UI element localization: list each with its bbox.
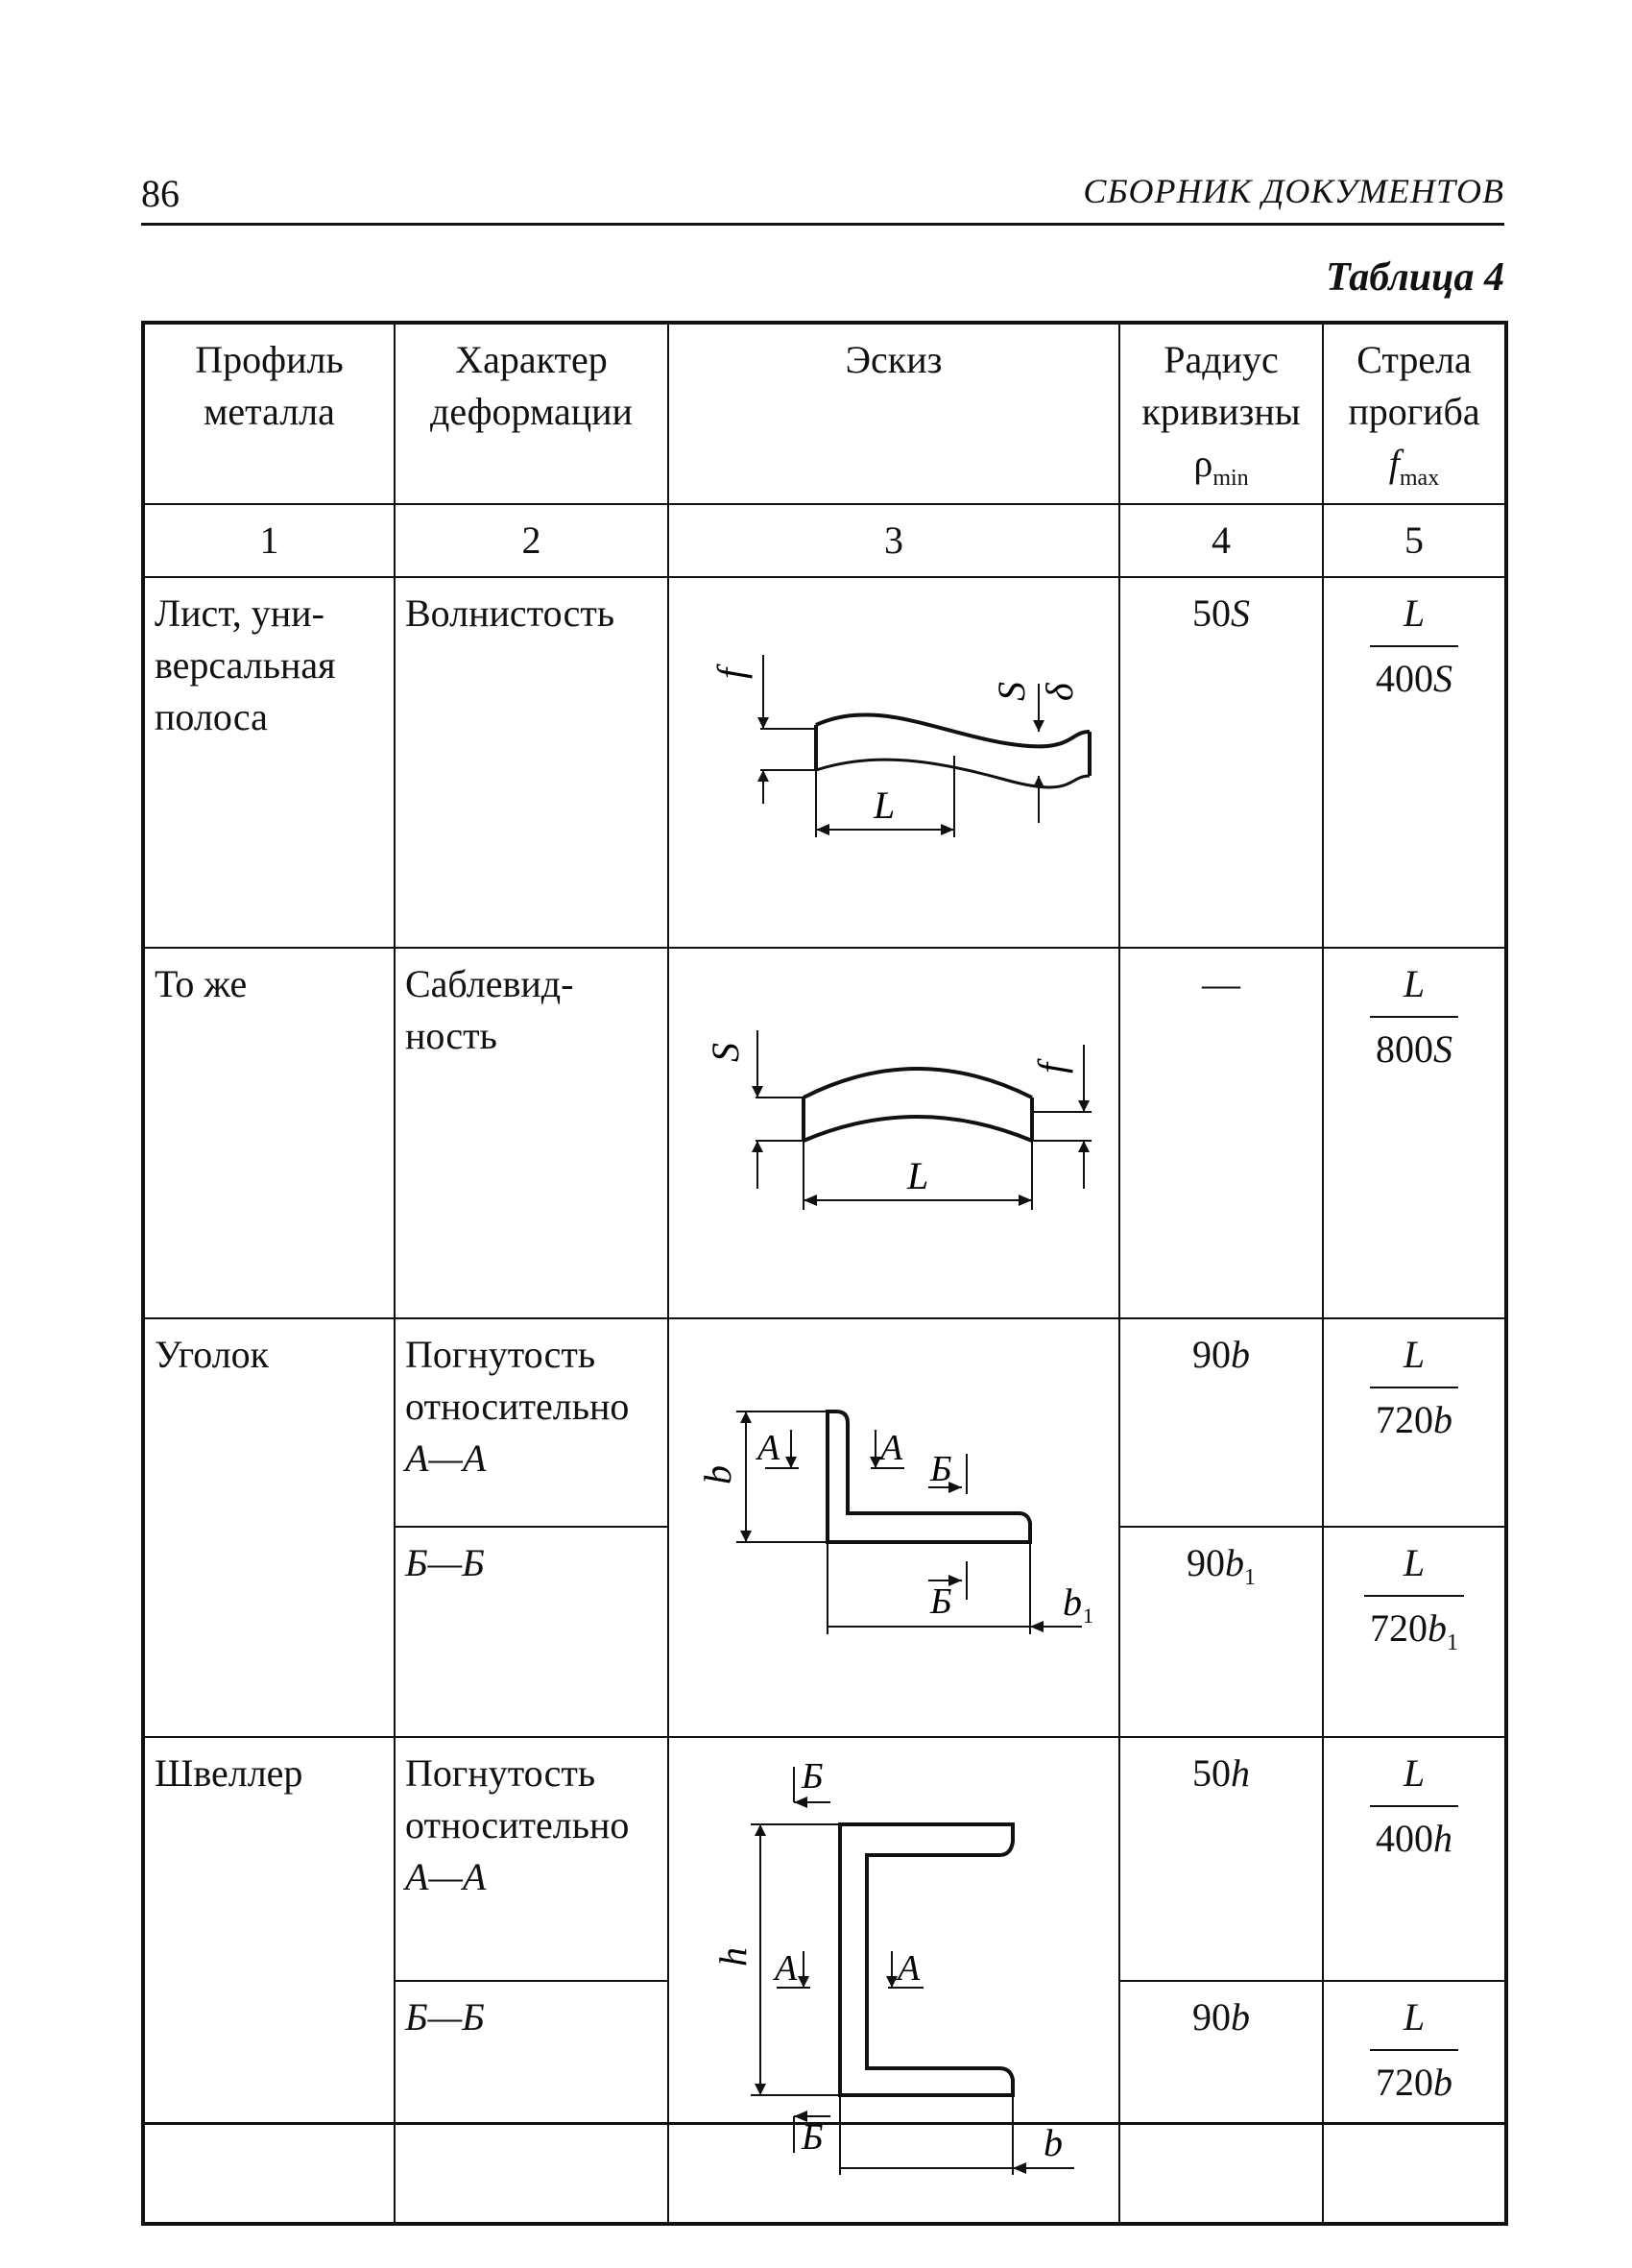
row-same-sketch [668,948,1119,1318]
column-number: 5 [1323,504,1506,577]
radius-value: 50 [1192,1751,1231,1796]
label-b: b [1044,2121,1063,2165]
deformation-text: Погнутость относительно [405,1751,630,1847]
header-deflection-symbol: f [1388,442,1400,485]
header-radius-label: Радиус кривизны [1141,338,1301,433]
label-delta: δ [1038,683,1081,702]
frac-bar [1364,1595,1464,1597]
frac-bottom-value: 800 [1376,1027,1433,1072]
label-b: b [696,1465,739,1485]
row-angle-profile: Уголок [143,1318,395,1737]
waviness-sketch [679,588,1126,924]
label-axis-b-bottom: Б [802,2117,824,2159]
frac-bottom-value: 400 [1376,1817,1433,1861]
deflection-fraction [1370,1748,1458,1865]
radius-value: 90 [1192,1994,1231,2039]
row-same-profile: То же [143,948,395,1318]
frac-bottom-value: 400 [1376,657,1433,701]
row-angle-deformation-a [395,1318,668,1527]
label-axis-a-left: А [757,1428,780,1469]
table-row [143,577,1506,948]
frac-bottom-var: S [1433,657,1452,701]
frac-bottom [1370,653,1458,705]
frac-top: L [1403,962,1426,1006]
label-axis-a-right: А [880,1428,903,1469]
radius-value: 50 [1192,591,1231,636]
footer-rule [141,2122,1504,2125]
header-radius [1119,323,1323,504]
frac-bottom-value: 720 [1376,2060,1433,2104]
label-axis-a-right: А [898,1948,921,1990]
label-axis-b-bottom: Б [930,1581,952,1623]
table-caption: Таблица 4 [1326,255,1504,300]
row-same-deflection [1323,948,1506,1318]
row-channel-deflection-a [1323,1737,1506,1981]
row-sheet-radius [1119,577,1323,948]
row-sheet-profile: Лист, уни- версальная полоса [143,577,395,948]
row-sheet-deflection [1323,577,1506,948]
frac-bottom [1370,1024,1458,1075]
column-number-row [143,504,1506,577]
radius-var: S [1231,591,1250,636]
column-number: 1 [143,504,395,577]
label-f: f [1030,1063,1073,1074]
table-row [143,948,1506,1318]
table-row [143,1737,1506,1981]
label-l: L [907,1154,929,1198]
header-rule [141,223,1504,226]
row-channel-sketch [668,1737,1119,2224]
row-channel-deflection-b [1323,1981,1506,2225]
frac-bottom [1370,1394,1458,1446]
radius-value: 90 [1192,1333,1231,1377]
header-deformation: Характер деформации [395,323,668,504]
frac-bottom-var: b [1433,2060,1452,2104]
label-axis-b-top: Б [802,1756,824,1798]
frac-bar [1370,2049,1458,2051]
row-angle-radius-b [1119,1527,1323,1737]
frac-bottom [1364,1603,1464,1658]
deflection-fraction [1370,958,1458,1075]
deflection-fraction [1370,1329,1458,1446]
deformation-axis: А—А [405,1855,487,1899]
header-radius-symbol: ρ [1193,442,1213,485]
row-same-deformation: Саблевид- ность [395,948,668,1318]
page-number: 86 [141,172,180,215]
frac-bar [1370,1805,1458,1807]
header-row [143,323,1506,504]
row-channel-deformation-a [395,1737,668,1981]
row-angle-radius-a [1119,1318,1323,1527]
row-angle-sketch [668,1318,1119,1737]
row-channel-radius-a [1119,1737,1323,1981]
row-same-radius: — [1119,948,1323,1318]
radius-sub: 1 [1244,1565,1256,1591]
frac-bottom [1370,1813,1458,1865]
frac-bar [1370,1016,1458,1018]
frac-top: L [1403,591,1426,636]
label-b1-sub: 1 [1083,1604,1093,1629]
header-profile: Профиль металла [143,323,395,504]
row-channel-deformation-b: Б—Б [395,1981,668,2225]
radius-value: 90 [1187,1541,1225,1585]
label-axis-b-top: Б [930,1449,952,1490]
radius-var: b [1231,1333,1250,1377]
row-angle-deformation-b: Б—Б [395,1527,668,1737]
deflection-fraction [1364,1537,1464,1658]
frac-bottom-var: b [1428,1606,1447,1651]
row-channel-radius-b [1119,1981,1323,2225]
frac-bottom [1370,2057,1458,2109]
deflection-fraction [1370,1991,1458,2109]
label-s: S [990,682,1033,702]
deformation-axis: А—А [405,1436,487,1481]
column-number: 4 [1119,504,1323,577]
frac-top: L [1403,1541,1426,1585]
header-deflection-label: Стрела прогиба [1348,338,1480,433]
deflection-fraction [1370,588,1458,705]
frac-top: L [1403,1994,1426,2039]
radius-var: h [1231,1751,1250,1796]
label-axis-a-left: А [775,1948,798,1990]
frac-top: L [1403,1751,1426,1796]
label-s: S [704,1043,747,1063]
header-deflection [1323,323,1506,504]
label-h: h [711,1947,755,1967]
frac-bottom-var: b [1433,1398,1452,1442]
running-title: СБОРНИК ДОКУМЕНТОВ [1083,172,1504,210]
label-l: L [874,784,896,828]
header-radius-sub: min [1212,466,1249,491]
frac-bar [1370,1387,1458,1388]
row-sheet-sketch [668,577,1119,948]
frac-bar [1370,645,1458,647]
label-b1: b [1063,1580,1082,1625]
header-deflection-sub: max [1399,466,1440,491]
row-channel-profile: Швеллер [143,1737,395,2224]
deformation-text: Погнутость относительно [405,1333,630,1429]
frac-bottom-var: S [1433,1027,1452,1072]
row-angle-deflection-a [1323,1318,1506,1527]
radius-var: b [1231,1994,1250,2039]
frac-top: L [1403,1333,1426,1377]
table-row [143,1318,1506,1527]
frac-bottom-var: h [1433,1817,1452,1861]
deformation-table [141,321,1508,2226]
column-number: 3 [668,504,1119,577]
radius-var: b [1225,1541,1244,1585]
camber-sketch [679,958,1126,1294]
frac-bottom-sub: 1 [1447,1630,1458,1656]
frac-bottom-value: 720 [1376,1398,1433,1442]
label-f: f [709,668,753,680]
column-number: 2 [395,504,668,577]
angle-sketch [679,1329,1126,1713]
header-sketch: Эскиз [668,323,1119,504]
row-sheet-deformation: Волнистость [395,577,668,948]
frac-bottom-value: 720 [1370,1606,1428,1651]
channel-sketch [679,1748,1126,2199]
row-angle-deflection-b [1323,1527,1506,1737]
